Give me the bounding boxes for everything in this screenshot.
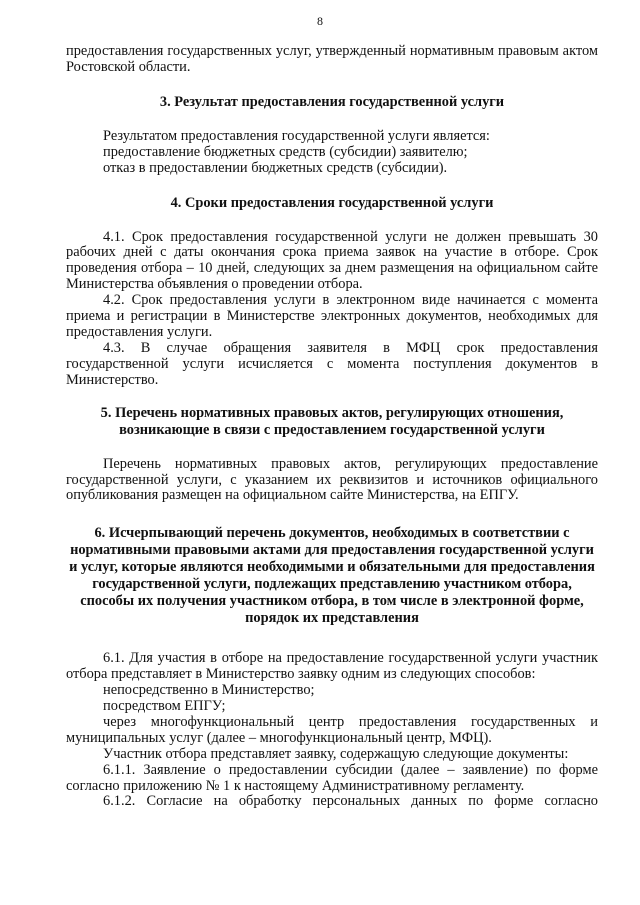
section-6-list-item-3: через многофункциональный центр предоставления государственных и муниципальных услуг (далее – многофункциональный центр, МФЦ).: [66, 713, 598, 746]
section-6-list-item-2: посредством ЕПГУ;: [103, 698, 226, 715]
page-content: [66, 44, 598, 810]
section-6-paragraph-1: 6.1. Для участия в отборе на предоставление государственной услуги участник отбора представляет в Министерство заявку одним из следующих способов:: [66, 650, 598, 683]
section-4-paragraph-2: 4.2. Срок предоставления услуги в электронном виде начинается с момента приема и регистрации в Министерстве электронных документов, необходимых для предоставления услуги.: [66, 292, 598, 340]
section-3-line-1: Результатом предоставления государственной услуги является:: [103, 127, 490, 144]
section-3-line-2: предоставление бюджетных средств (субсидии) заявителю;: [103, 143, 468, 160]
section-4-heading: 4. Сроки предоставления государственной услуги: [170, 194, 494, 211]
intro-paragraph: предоставления государственных услуг, утвержденный нормативным правовым актом Ростовской области.: [66, 43, 598, 75]
section-6-paragraph-2: Участник отбора представляет заявку, содержащую следующие документы:: [103, 745, 569, 762]
page-number: 8: [317, 14, 323, 28]
section-6-heading: 6. Исчерпывающий перечень документов, необходимых в соответствии с нормативными правовыми актами для предоставления государственной услуги и услуг, которые являются необходимыми и обязательными для предоставления государственной услуги, подлежащих представлению участником отбора, способы их получения участником отбора, в том числе в электронной форме, порядок их представления: [69, 525, 595, 627]
section-3-line-3: отказ в предоставлении бюджетных средств (субсидии).: [103, 159, 448, 176]
section-6-paragraph-3: 6.1.1. Заявление о предоставлении субсидии (далее – заявление) по форме согласно приложению № 1 к настоящему Административному регламенту.: [66, 761, 598, 794]
section-6-paragraph-4: 6.1.2. Согласие на обработку персональных данных по форме согласно: [103, 793, 598, 810]
section-5-heading: 5. Перечень нормативных правовых актов, регулирующих отношения, возникающие в связи с предоставлением государственной услуги: [100, 404, 564, 438]
section-3-heading: 3. Результат предоставления государственной услуги: [159, 93, 505, 110]
section-4-paragraph-1: 4.1. Срок предоставления государственной услуги не должен превышать 30 рабочих дней с даты окончания срока приема заявок на участие в отборе. Срок проведения отбора – 10 дней, следующих за днем размещения на официальном сайте Министерства объявления о проведении отбора.: [66, 228, 598, 293]
section-6-list-item-1: непосредственно в Министерство;: [103, 682, 315, 699]
section-4-paragraph-3: 4.3. В случае обращения заявителя в МФЦ срок предоставления государственной услуги исчисляется с момента поступления документов в Министерство.: [66, 339, 598, 388]
section-5-paragraph-1: Перечень нормативных правовых актов, регулирующих предоставление государственной услуги, с указанием их реквизитов и источников официального опубликования размещен на официальном сайте Министерства, на ЕПГУ.: [66, 455, 598, 504]
